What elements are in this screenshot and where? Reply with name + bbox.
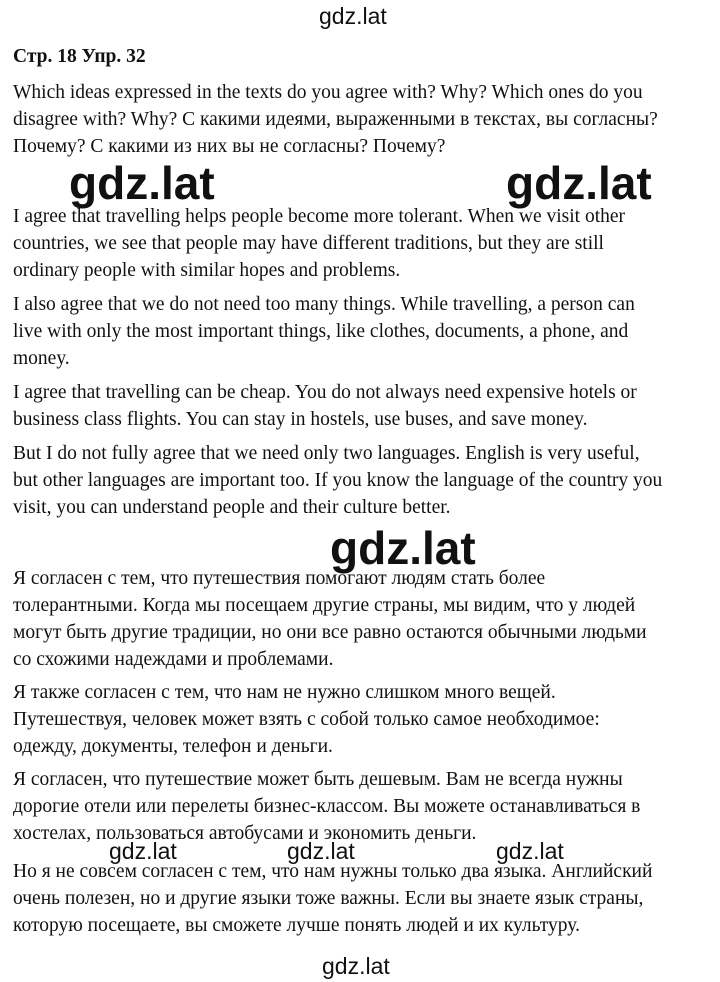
text-line: хостелах, пользоваться автобусами и экономить деньги. [13, 823, 477, 844]
text-line: visit, you can understand people and their culture better. [13, 497, 451, 518]
watermark-top: gdz.lat [319, 3, 387, 29]
task-text [13, 79, 703, 160]
watermark-right-large: gdz.lat [506, 157, 652, 209]
text-line: I also agree that we do not need too many things. While travelling, a person can [13, 294, 635, 315]
text-line: business class flights. You can stay in hostels, use buses, and save money. [13, 409, 588, 430]
text-line: одежду, документы, телефон и деньги. [13, 736, 333, 757]
text-line: дорогие отели или перелеты бизнес-классом. Вы можете останавливаться в [13, 796, 641, 817]
text-line: ordinary people with similar hopes and problems. [13, 260, 401, 281]
text-line: But I do not fully agree that we need only two languages. English is very useful, [13, 443, 640, 464]
text-line: Но я не совсем согласен с тем, что нам нужны только два языка. Английский [13, 861, 653, 882]
russian-paragraph-4 [13, 858, 703, 939]
text-line: Путешествуя, человек может взять с собой только самое необходимое: [13, 709, 600, 730]
task-line: Почему? С какими из них вы не согласны? Почему? [13, 136, 446, 157]
text-line: которую посещаете, вы сможете лучше понять людей и их культуру. [13, 915, 580, 936]
watermark-low-left: gdz.lat [109, 838, 177, 864]
english-paragraph-1 [13, 203, 703, 284]
watermark-left-large: gdz.lat [69, 157, 215, 209]
russian-paragraph-2 [13, 679, 703, 760]
text-line: Я согласен с тем, что путешествия помогают людям стать более [13, 568, 546, 589]
text-line: money. [13, 348, 70, 369]
russian-paragraph-3 [13, 766, 703, 847]
watermark-low-middle: gdz.lat [287, 838, 355, 864]
text-line: толерантными. Когда мы посещаем другие страны, мы видим, что у людей [13, 595, 636, 616]
watermark-center-large: gdz.lat [330, 522, 476, 574]
task-line: Which ideas expressed in the texts do you agree with? Why? Which ones do you [13, 82, 643, 103]
text-line: I agree that travelling can be cheap. You do not always need expensive hotels or [13, 382, 637, 403]
russian-paragraph-1 [13, 565, 703, 673]
watermark-low-right: gdz.lat [496, 838, 564, 864]
english-paragraph-4 [13, 440, 703, 521]
english-paragraph-3 [13, 379, 703, 433]
text-line: со схожими надеждами и проблемами. [13, 649, 334, 670]
task-line: disagree with? Why? С какими идеями, выраженными в текстах, вы согласны? [13, 109, 658, 130]
text-line: live with only the most important things, like clothes, documents, a phone, and [13, 321, 629, 342]
english-paragraph-2 [13, 291, 703, 372]
text-line: countries, we see that people may have different traditions, but they are still [13, 233, 604, 254]
text-line: очень полезен, но и другие языки тоже важны. Если вы знаете язык страны, [13, 888, 644, 909]
text-line: Я согласен, что путешествие может быть дешевым. Вам не всегда нужны [13, 769, 623, 790]
text-line: могут быть другие традиции, но они все равно остаются обычными людьми [13, 622, 647, 643]
text-line: Я также согласен с тем, что нам не нужно слишком много вещей. [13, 682, 556, 703]
text-line: but other languages are important too. If you know the language of the country you [13, 470, 663, 491]
watermark-bottom: gdz.lat [322, 953, 390, 979]
page-header: Стр. 18 Упр. 32 [13, 46, 146, 67]
text-line: I agree that travelling helps people become more tolerant. When we visit other [13, 206, 626, 227]
